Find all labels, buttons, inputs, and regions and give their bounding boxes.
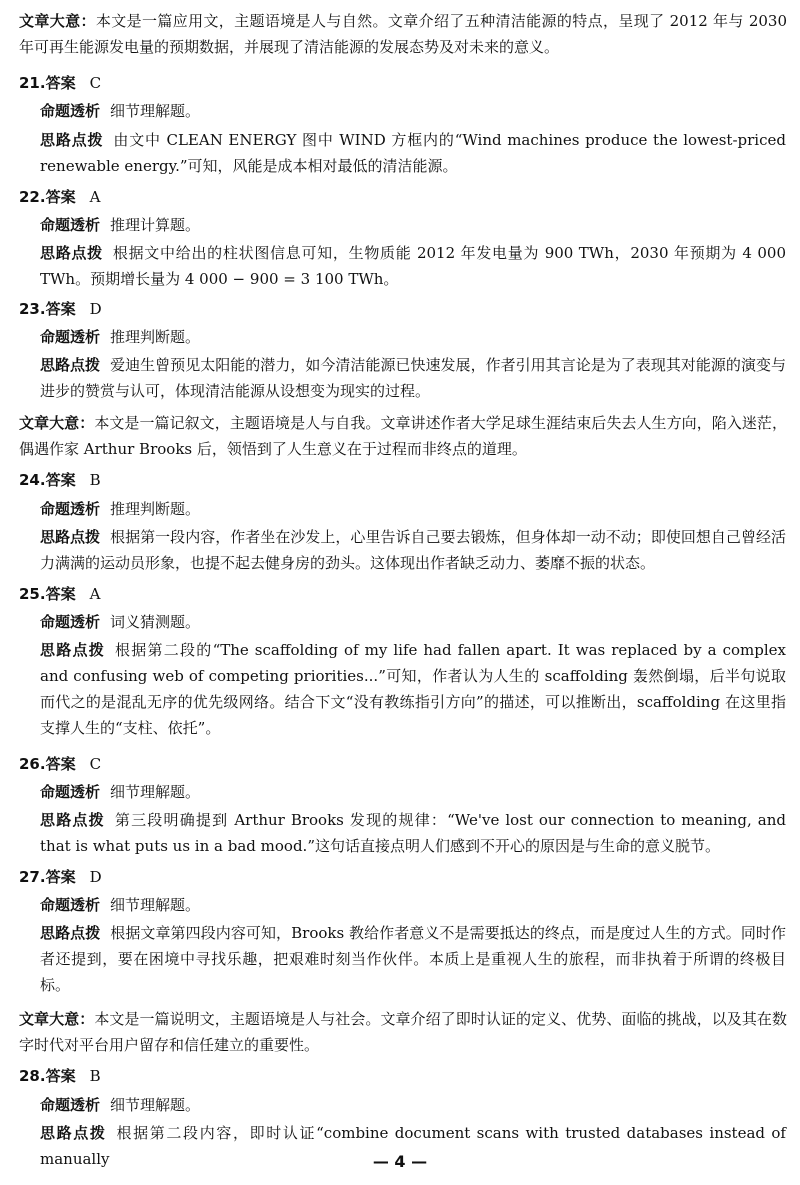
question-number: 24. [19,471,46,489]
answer-value: C [89,755,102,773]
question-number: 28. [19,1067,46,1085]
hint-paragraph-25 [40,637,786,741]
answer-value: A [89,188,101,206]
hint-paragraph-24 [40,524,786,576]
question-number: 23. [19,300,46,318]
answer-line-25 [19,581,100,607]
question-number: 21. [19,74,46,92]
analysis-line-25 [40,609,786,635]
summary-text: 本文是一篇说明文，主题语境是人与社会。文章介绍了即时认证的定义、优势、面临的挑战，以及其在数字时代对平台用户留存和信任建立的重要性。 [19,1010,787,1054]
answer-value: C [89,74,102,92]
analysis-line-23 [40,324,786,350]
answer-line-26 [19,751,101,777]
answer-line-22 [19,184,100,210]
analysis-label: 命题透析 [40,896,101,914]
analysis-line-22 [40,212,786,238]
hint-paragraph-22 [40,240,786,292]
hint-text: 根据第一段内容，作者坐在沙发上，心里告诉自己要去锻炼，但身体却一动不动；即使回想自己曾经活力满满的运动员形象，也提不起去健身房的劲头。这体现出作者缺乏动力、萎靡不振的状态。 [40,528,786,572]
analysis-line-26 [40,779,786,805]
answer-label: 答案 [45,471,76,489]
answer-label: 答案 [45,188,76,206]
analysis-label: 命题透析 [40,613,101,631]
answer-line-24 [19,467,101,493]
hint-label: 思路点拨 [40,811,105,829]
hint-text: 根据第二段的“The scaffolding of my life had fallen apart. It was replaced by a complex and confusing web of competing priorities...”可知，作者认为人生的 scaffolding 轰然倒塌，后半句说取而代之的是混乱无序的优先级网络。结合下文“没有教练指引方向”的描述，可以推断出，scaffolding 在这里指支撑人生的“支柱、依托”。 [40,641,786,737]
answer-label: 答案 [45,74,76,92]
analysis-text: 词义猜测题。 [110,613,201,631]
hint-text: 根据文章第四段内容可知，Brooks 教给作者意义不是需要抵达的终点，而是度过人生的方式。同时作者还提到，要在困境中寻找乐趣，把艰难时刻当作伙伴。本质上是重视人生的旅程，而非执着于所谓的终极目标。 [40,924,786,994]
answer-value: D [89,868,102,886]
analysis-label: 命题透析 [40,500,101,518]
hint-label: 思路点拨 [40,924,101,942]
answer-label: 答案 [45,1067,76,1085]
article-summary-2 [19,410,787,462]
answer-line-27 [19,864,102,890]
analysis-text: 细节理解题。 [110,783,201,801]
hint-paragraph-26 [40,807,786,859]
analysis-text: 推理判断题。 [110,500,201,518]
analysis-text: 细节理解题。 [110,896,201,914]
analysis-label: 命题透析 [40,783,101,801]
question-number: 27. [19,868,46,886]
article-summary-3 [19,1006,787,1058]
analysis-label: 命题透析 [40,1096,101,1114]
hint-label: 思路点拨 [40,356,101,374]
summary-text: 本文是一篇记叙文，主题语境是人与自我。文章讲述作者大学足球生涯结束后失去人生方向，陷入迷茫，偶遇作家 Arthur Brooks 后，领悟到了人生意义在于过程而非终点的道理。 [19,414,787,458]
answer-line-23 [19,296,102,322]
hint-text: 由文中 CLEAN ENERGY 图中 WIND 方框内的“Wind machines produce the lowest-priced renewable energy.”可知，风能是成本相对最低的清洁能源。 [40,131,786,175]
analysis-line-28 [40,1092,786,1118]
answer-label: 答案 [45,755,76,773]
summary-label: 文章大意： [19,12,96,30]
answer-value: B [89,471,101,489]
analysis-line-21 [40,98,786,124]
answer-label: 答案 [45,300,76,318]
hint-label: 思路点拨 [40,528,101,546]
hint-text: 根据文中给出的柱状图信息可知，生物质能 2012 年发电量为 900 TWh，2030 年预期为 4 000 TWh。预期增长量为 4 000 − 900 = 3 100 TWh。 [40,244,786,288]
analysis-text: 细节理解题。 [110,1096,201,1114]
question-number: 22. [19,188,46,206]
analysis-line-27 [40,892,786,918]
hint-label: 思路点拨 [40,1124,107,1142]
hint-paragraph-21 [40,127,786,179]
answer-value: D [89,300,102,318]
summary-label: 文章大意： [19,414,95,432]
hint-label: 思路点拨 [40,244,103,262]
hint-text: 爱迪生曾预见太阳能的潜力，如今清洁能源已快速发展，作者引用其言论是为了表现其对能源的演变与进步的赞赏与认可，体现清洁能源从设想变为现实的过程。 [40,356,786,400]
question-number: 25. [19,585,46,603]
summary-label: 文章大意： [19,1010,95,1028]
answer-line-28 [19,1063,101,1089]
summary-text: 本文是一篇应用文，主题语境是人与自然。文章介绍了五种清洁能源的特点，呈现了 2012 年与 2030 年可再生能源发电量的预期数据，并展现了清洁能源的发展态势及对未来的意义。 [19,12,788,56]
answer-label: 答案 [45,868,76,886]
answer-line-21 [19,70,101,96]
analysis-text: 细节理解题。 [110,102,201,120]
question-number: 26. [19,755,46,773]
hint-text: 第三段明确提到 Arthur Brooks 发现的规律：“We've lost our connection to meaning, and that is what puts us in a bad mood.”这句话直接点明人们感到不开心的原因是与生命的意义脱节。 [40,811,786,855]
answer-value: B [89,1067,101,1085]
hint-paragraph-27 [40,920,786,998]
analysis-text: 推理判断题。 [110,328,201,346]
hint-label: 思路点拨 [40,641,106,659]
analysis-text: 推理计算题。 [110,216,201,234]
article-summary-1 [19,8,787,60]
answer-value: A [89,585,101,603]
page-number: — 4 — [372,1152,428,1171]
hint-paragraph-23 [40,352,786,404]
analysis-label: 命题透析 [40,102,101,120]
analysis-label: 命题透析 [40,216,101,234]
analysis-line-24 [40,496,786,522]
hint-text: 根据第二段内容，即时认证“combine document scans with trusted databases instead of manually [40,1124,786,1168]
hint-label: 思路点拨 [40,131,104,149]
answer-label: 答案 [45,585,76,603]
analysis-label: 命题透析 [40,328,101,346]
